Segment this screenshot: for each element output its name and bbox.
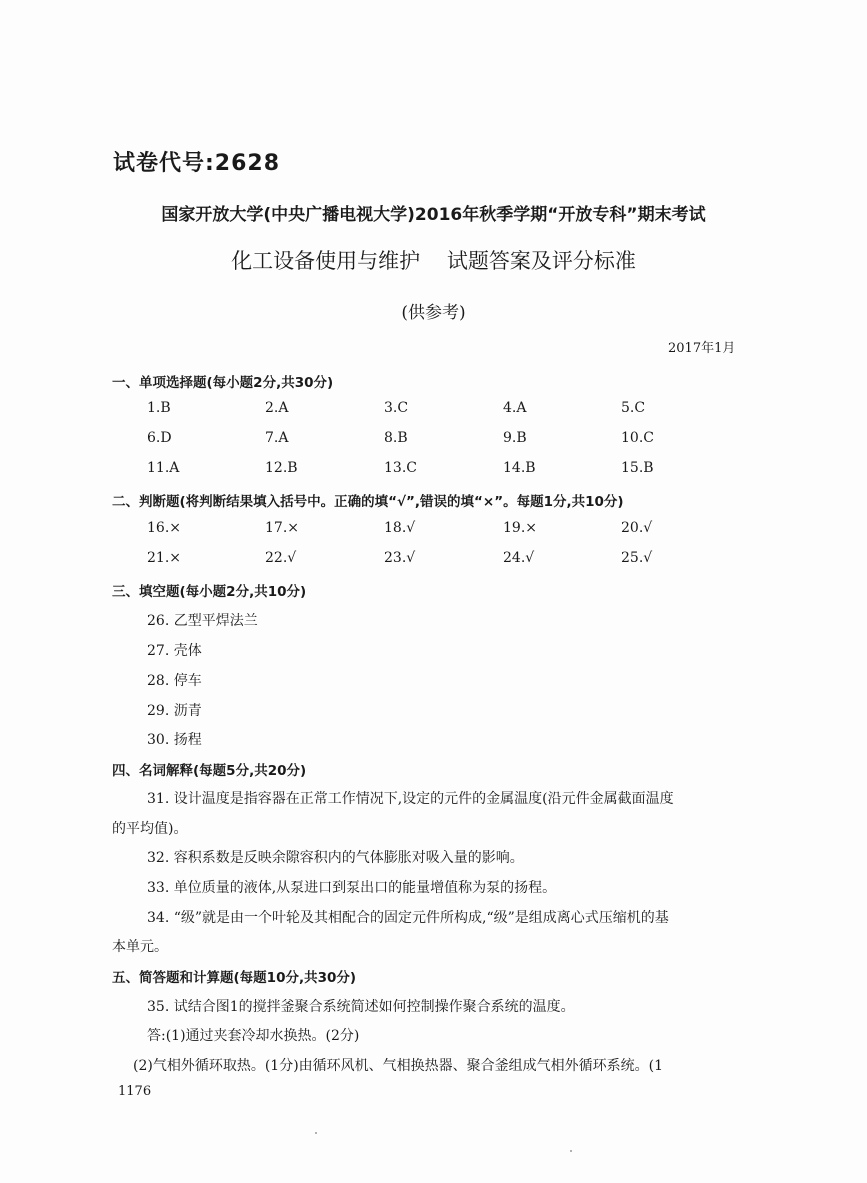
definition-answer-31-cont: 的平均值)。 xyxy=(112,821,188,837)
section-heading-fill-blank: 三、填空题(每小题2分,共10分) xyxy=(112,584,307,600)
exam-date: 2017年1月 xyxy=(668,341,736,356)
answer-item: 23.√ xyxy=(384,550,416,566)
definition-answer-34: 34. “级”就是由一个叶轮及其相配合的固定元件所构成,“级”是组成离心式压缩机的基 xyxy=(147,910,669,926)
answer-35-line1: 答:(1)通过夹套冷却水换热。(2分) xyxy=(147,1028,360,1044)
answer-item: 6.D xyxy=(147,430,172,446)
answer-item: 1.B xyxy=(147,400,171,416)
document-title: 化工设备使用与维护 试题答案及评分标准 xyxy=(231,249,636,273)
exam-code-label: 试卷代号:2628 xyxy=(113,151,281,176)
answer-item: 12.B xyxy=(265,460,298,476)
answer-item: 9.B xyxy=(503,430,527,446)
section-heading-definitions: 四、名词解释(每题5分,共20分) xyxy=(112,763,307,779)
answer-item: 5.C xyxy=(621,400,646,416)
answer-item: 14.B xyxy=(503,460,536,476)
fill-answer: 29. 沥青 xyxy=(147,703,202,719)
answer-item: 13.C xyxy=(384,460,417,476)
answer-item: 10.C xyxy=(621,430,654,446)
section-heading-short-answer: 五、简答题和计算题(每题10分,共30分) xyxy=(112,970,357,986)
answer-item: 11.A xyxy=(147,460,180,476)
fill-answer: 26. 乙型平焊法兰 xyxy=(147,613,258,629)
answer-item: 3.C xyxy=(384,400,409,416)
section-heading-single-choice: 一、单项选择题(每小题2分,共30分) xyxy=(112,375,334,391)
fill-answer: 27. 壳体 xyxy=(147,643,202,659)
answer-item: 20.√ xyxy=(621,520,653,536)
answer-item: 17.× xyxy=(265,520,299,536)
scan-speck xyxy=(315,1132,317,1134)
answer-35-line2: (2)气相外循环取热。(1分)由循环风机、气相换热器、聚合釜组成气相外循环系统。(1 xyxy=(133,1058,664,1074)
answer-item: 18.√ xyxy=(384,520,416,536)
question-35: 35. 试结合图1的搅拌釜聚合系统简述如何控制操作聚合系统的温度。 xyxy=(147,999,575,1015)
answer-item: 22.√ xyxy=(265,550,297,566)
page-number: 1176 xyxy=(118,1084,152,1099)
definition-answer-31: 31. 设计温度是指容器在正常工作情况下,设定的元件的金属温度(沿元件金属截面温度 xyxy=(147,791,674,807)
answer-item: 15.B xyxy=(621,460,654,476)
answer-item: 25.√ xyxy=(621,550,653,566)
answer-item: 2.A xyxy=(265,400,289,416)
answer-item: 16.× xyxy=(147,520,181,536)
fill-answer: 28. 停车 xyxy=(147,673,202,689)
scan-speck xyxy=(570,1150,572,1152)
answer-item: 19.× xyxy=(503,520,537,536)
university-exam-line: 国家开放大学(中央广播电视大学)2016年秋季学期“开放专科”期末考试 xyxy=(161,205,706,225)
answer-item: 8.B xyxy=(384,430,408,446)
definition-answer-33: 33. 单位质量的液体,从泵进口到泵出口的能量增值称为泵的扬程。 xyxy=(147,880,557,896)
definition-answer-34-cont: 本单元。 xyxy=(112,939,168,955)
answer-item: 7.A xyxy=(265,430,289,446)
reference-note: (供参考) xyxy=(401,303,466,323)
answer-item: 21.× xyxy=(147,550,181,566)
definition-answer-32: 32. 容积系数是反映余隙容积内的气体膨胀对吸入量的影响。 xyxy=(147,850,524,866)
section-heading-true-false: 二、判断题(将判断结果填入括号中。正确的填“√”,错误的填“×”。每题1分,共10分) xyxy=(112,494,624,510)
fill-answer: 30. 扬程 xyxy=(147,732,202,748)
answer-item: 24.√ xyxy=(503,550,535,566)
answer-item: 4.A xyxy=(503,400,527,416)
